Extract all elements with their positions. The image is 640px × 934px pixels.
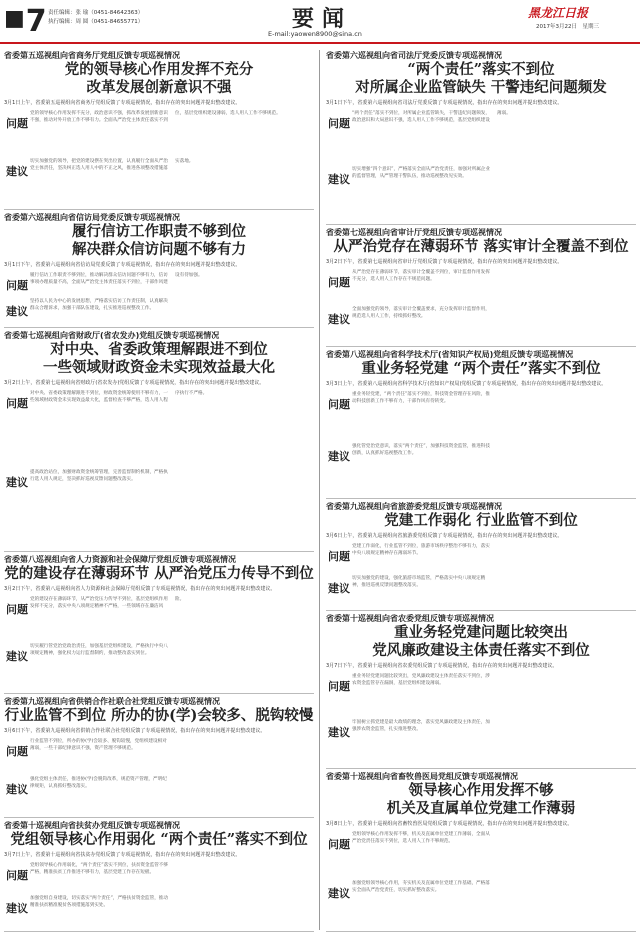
advice-label: 建议	[328, 887, 350, 900]
problem-block	[326, 831, 636, 877]
article-lead: 3月2日下午，省委第七巡视组向省审计厅党组反馈了专项巡视情况，指出存在的突出问题并提出整改建议。	[326, 259, 563, 265]
advice-label: 建议	[328, 582, 350, 595]
problem-text: 履行信访工作职责不够到位，推动解决群众信访问题不够有力，信访事项办理质量不高，全面从严治党主体责任落实不到位，干部作风建设有待加强。	[30, 273, 203, 286]
advice-block	[326, 443, 636, 492]
article-kicker: 省委第八巡视组向省科学技术厅(省知识产权局)党组反馈专项巡视情况	[326, 350, 574, 359]
problem-label: 问题	[6, 279, 28, 292]
advice-block	[4, 776, 314, 811]
problem-block	[326, 543, 636, 572]
advice-text: 提高政治站位，加强财政资金统筹管理，完善监督制约机制，严格执行选人用人规定，坚决抓好巡视反馈问题整改落实。	[30, 470, 168, 483]
article-kicker: 省委第六巡视组向省信访局党委反馈专项巡视情况	[4, 213, 180, 222]
article-headline: 一些领域财政资金未实现效益最大化	[43, 359, 275, 376]
problem-label: 问题	[328, 398, 350, 411]
problem-label: 问题	[6, 869, 28, 882]
problem-label: 问题	[6, 397, 28, 410]
advice-block	[4, 158, 314, 203]
advice-block	[326, 880, 636, 926]
advice-text: 强化管党治党意识，落实“两个责任”，加强科技资金监管，推进科技创新，认真抓好巡视整改工作。	[352, 444, 490, 457]
article-headline: 重业务轻党建 “两个责任”落实不到位	[361, 360, 601, 377]
advice-block	[4, 298, 314, 321]
section-title: 要闻	[292, 6, 353, 32]
advice-block	[326, 719, 636, 762]
article	[326, 50, 636, 225]
article-lead: 3月2日下午，省委第八巡视组向省人力资源和社会保障厅党组反馈了专项巡视情况，指出存在的突出问题并提出整改建议。	[4, 586, 276, 592]
masthead	[0, 0, 640, 44]
problem-block	[4, 390, 314, 466]
article-headline: 机关及直属单位党建工作薄弱	[386, 800, 576, 817]
problem-block	[4, 272, 314, 295]
article-lead: 3月8日上午，省委第十巡视组向省畜牧兽医局党组反馈了专项巡视情况，指出存在的突出问题并提出整改建议。	[326, 821, 573, 827]
advice-block	[4, 895, 314, 925]
article	[326, 349, 636, 499]
advice-block	[4, 469, 314, 545]
advice-text: 切实加强党的领导，把党的建设摆在突出位置，认真履行全面从严治党主体责任，坚决纠正选人用人中的不正之风，推进各项整改措施落实落地。	[30, 159, 194, 172]
article-headline: 对所属企业监管缺失 干警违纪问题频发	[355, 79, 607, 96]
problem-block	[4, 738, 314, 773]
article-lead: 3月6日上午，省委第九巡视组向省旅游委党组反馈了专项巡视情况，指出存在的突出问题并提出整改建议。	[326, 533, 563, 539]
problem-label: 问题	[6, 117, 28, 130]
advice-text: 加强党组自身建设，切实落实“两个责任”，严格扶贫资金监管，推动精准扶贫精准脱贫各项措施落到实处。	[30, 896, 168, 909]
article-lead: 3月1日上午，省委第五巡视组向省商务厅党组反馈了专项巡视情况，指出存在的突出问题并提出整改建议。	[4, 100, 241, 106]
article-kicker: 省委第十巡视组向省扶贫办党组反馈专项巡视情况	[4, 821, 180, 830]
advice-label: 建议	[328, 173, 350, 186]
article	[4, 330, 314, 552]
problem-text: 从严治党存在薄弱环节，落实审计全覆盖不到位，审计监督作用发挥不充分，选人用人工作存在不规范问题。	[352, 270, 490, 283]
section-email: E-mail:yaowen8900@sina.cn	[268, 30, 362, 38]
article-headline: 党建工作弱化 行业监管不到位	[384, 512, 578, 529]
advice-label: 建议	[6, 783, 28, 796]
advice-label: 建议	[6, 650, 28, 663]
article-kicker: 省委第九巡视组向省供销合作社联合社党组反馈专项巡视情况	[4, 697, 220, 706]
article-lead: 3月7日下午，省委第十巡视组向省农委党组反馈了专项巡视情况，指出存在的突出问题并提出整改建议。	[326, 663, 558, 669]
advice-label: 建议	[6, 305, 28, 318]
article-kicker: 省委第六巡视组向省司法厅党委反馈专项巡视情况	[326, 51, 502, 60]
article-kicker: 省委第八巡视组向省人力资源和社会保障厅党组反馈专项巡视情况	[4, 555, 236, 564]
article-headline: “两个责任”落实不到位	[407, 61, 555, 78]
advice-label: 建议	[328, 313, 350, 326]
problem-text: 党组领导核心作用发挥不够，机关及直属单位党建工作薄弱，全面从严治党责任落实不到位，选人用人工作不够规范。	[352, 832, 490, 845]
article-headline: 党的领导核心作用发挥不充分	[64, 61, 254, 78]
article-headline: 领导核心作用发挥不够	[408, 782, 554, 799]
problem-text: 党建工作弱化，行业监管不到位，旅游市场秩序整治不够有力，落实中央八项规定精神存在薄弱环节。	[352, 544, 490, 557]
problem-text: 党的建设存在薄弱环节，从严治党压力传导不到位，基层党组织作用发挥不充分，落实中央八项规定精神不严格，一些领域存在廉洁风险。	[30, 597, 185, 610]
article	[326, 227, 636, 347]
article-headline: 党组领导核心作用弱化 “两个责任”落实不到位	[10, 831, 308, 848]
proof-line: 执行编辑：周 圆（0451-84655771）	[48, 18, 144, 25]
article-lead: 3月1日下午，省委第六巡视组向省信访局党委反馈了专项巡视情况，指出存在的突出问题并提出整改建议。	[4, 262, 241, 268]
article	[4, 212, 314, 328]
advice-block	[326, 166, 636, 219]
article	[326, 613, 636, 769]
article-headline: 履行信访工作职责不够到位	[72, 223, 246, 240]
article-headline: 重业务轻党建问题比较突出	[394, 624, 568, 641]
article	[4, 554, 314, 694]
advice-label: 建议	[6, 165, 28, 178]
advice-text: 强化党组主体责任，推进协(学)会脱钩改革，规范资产管理，严明纪律规矩，认真抓好整改落实。	[30, 777, 167, 790]
article-headline: 改革发展创新意识不强	[86, 79, 232, 96]
advice-text: 加强党组领导核心作用，夯实机关及直属单位党建工作基础，严格落实全面从严治党责任，切实抓好整改落实。	[352, 881, 490, 894]
problem-text: 重业务轻党建问题比较突出，党风廉政建设主体责任落实不到位，涉农资金监管存在漏洞，基层党组织建设薄弱。	[352, 674, 490, 687]
article-kicker: 省委第九巡视组向省旅游委党组反馈专项巡视情况	[326, 502, 502, 511]
problem-block	[326, 391, 636, 440]
article	[326, 771, 636, 932]
advice-text: 坚持以人民为中心的发展思想，严格落实信访工作责任制，认真解决群众合理诉求，加强干部队伍建设，扎实推进巡视整改工作。	[30, 299, 168, 312]
problem-label: 问题	[328, 117, 350, 130]
article-kicker: 省委第五巡视组向省商务厅党组反馈专项巡视情况	[4, 51, 180, 60]
problem-text: 对中央、省委政策理解跟进不到位，财政资金统筹使用不够有力，一些领域财政资金未实现效益最大化，监督检查不够严格，选人用人程序执行不严格。	[30, 391, 208, 404]
article-headline: 党风廉政建设主体责任落实不到位	[372, 642, 590, 659]
problem-label: 问题	[328, 680, 350, 693]
article-kicker: 省委第七巡视组向省财政厅(省农发办)党组反馈专项巡视情况	[4, 331, 220, 340]
advice-text: 切实增强“四个意识”，严格落实全面从严治党责任，加强对所属企业的监督管理，从严管理干警队伍，推动巡视整改见实效。	[352, 167, 490, 180]
article-lead: 3月2日上午，省委第七巡视组向省财政厅(省农发办)党组反馈了专项巡视情况，指出存在的突出问题并提出整改建议。	[4, 380, 265, 386]
advice-text: 切实履行管党治党政治责任，加强基层党组织建设，严格执行中央八项规定精神，强化权力运行监督制约，推动整改落实到位。	[30, 644, 168, 657]
article-lead: 3月3日上午，省委第八巡视组向省科学技术厅(省知识产权局)党组反馈了专项巡视情况，指出存在的突出问题并提出整改建议。	[326, 381, 607, 387]
problem-block	[4, 862, 314, 892]
article-headline: 党的建设存在薄弱环节 从严治党压力传导不到位	[4, 565, 314, 582]
advice-block	[326, 575, 636, 604]
article-headline: 从严治党存在薄弱环节 落实审计全覆盖不到位	[333, 238, 629, 255]
article-lead: 3月7日上午，省委第十巡视组向省扶贫办党组反馈了专项巡视情况，指出存在的突出问题并提出整改建议。	[4, 852, 241, 858]
problem-label: 问题	[6, 745, 28, 758]
article-headline: 对中央、省委政策理解跟进不到位	[50, 341, 268, 358]
page-number: ■7	[4, 4, 46, 39]
problem-text: 党的领导核心作用发挥不充分，政治意识不强，抓改革发展创新意识不强，推动对外开放工作不够有力。全面从严治党主体责任落实不到位，基层党组织建设薄弱，选人用人工作不够规范。	[30, 111, 281, 124]
problem-block	[326, 269, 636, 303]
advice-label: 建议	[328, 450, 350, 463]
column-divider	[319, 50, 320, 930]
paper-date: 2017年3月22日 星期三	[536, 24, 599, 30]
problem-block	[4, 596, 314, 640]
article-kicker: 省委第十巡视组向省农委党组反馈专项巡视情况	[326, 614, 494, 623]
advice-block	[4, 643, 314, 687]
problem-text: 党组领导核心作用弱化，“两个责任”落实不到位，扶贫资金监管不够严格，精准扶贫工作推进不够有力，基层党建工作存在短板。	[30, 863, 168, 876]
problem-label: 问题	[328, 550, 350, 563]
problem-block	[4, 110, 314, 155]
advice-text: 切实加强党的建设，强化旅游市场监管，严格落实中央八项规定精神，推进巡视反馈问题整改落实。	[352, 576, 486, 589]
article	[4, 50, 314, 210]
article	[4, 696, 314, 818]
editor-info	[48, 9, 143, 26]
problem-label: 问题	[6, 603, 28, 616]
problem-label: 问题	[328, 838, 350, 851]
advice-text: 全面加强党的领导，落实审计全覆盖要求，充分发挥审计监督作用，规范选人用人工作，持续抓好整改。	[352, 307, 490, 320]
article	[326, 501, 636, 611]
article-lead: 3月6日下午，省委第九巡视组向省供销合作社联合社党组反馈了专项巡视情况，指出存在的突出问题并提出整改建议。	[4, 728, 266, 734]
article-headline: 解决群众信访问题不够有力	[72, 241, 246, 258]
article-headline: 行业监管不到位 所办的协(学)会较多、脱钩较慢	[4, 707, 314, 724]
editor-line: 责任编辑：张 瑜（0451-84642363）	[48, 10, 144, 16]
article	[4, 820, 314, 932]
problem-label: 问题	[328, 276, 350, 289]
advice-block	[326, 306, 636, 340]
problem-block	[326, 110, 636, 163]
article-lead: 3月1日下午，省委第六巡视组向省司法厅党委反馈了专项巡视情况，指出存在的突出问题并提出整改建议。	[326, 100, 563, 106]
advice-label: 建议	[6, 902, 28, 915]
article-kicker: 省委第十巡视组向省畜牧兽医局党组反馈专项巡视情况	[326, 772, 518, 781]
problem-text: “两个责任”落实不到位，对所属企业监管缺失，干警违纪问题频发，政治意识和大局意识不强，选人用人工作不够规范，基层党组织建设薄弱。	[352, 111, 511, 124]
advice-label: 建议	[6, 476, 28, 489]
paper-name: 黑龙江日报	[528, 6, 589, 20]
advice-text: 牢固树立抓党建是最大政绩的理念，落实党风廉政建设主体责任，加强涉农资金监管，扎实推进整改。	[352, 720, 490, 733]
problem-text: 行业监管不到位，所办的协(学)会较多、脱钩较慢，党组织建设相对薄弱，一些干部纪律意识不强，资产管理不够规范。	[30, 739, 167, 752]
article-kicker: 省委第七巡视组向省审计厅党组反馈专项巡视情况	[326, 228, 502, 237]
advice-label: 建议	[328, 726, 350, 739]
problem-block	[326, 673, 636, 716]
problem-text: 重业务轻党建，“两个责任”落实不到位，科技资金管理存在风险，推动科技创新工作不够有力，干部作风有待转变。	[352, 392, 490, 405]
